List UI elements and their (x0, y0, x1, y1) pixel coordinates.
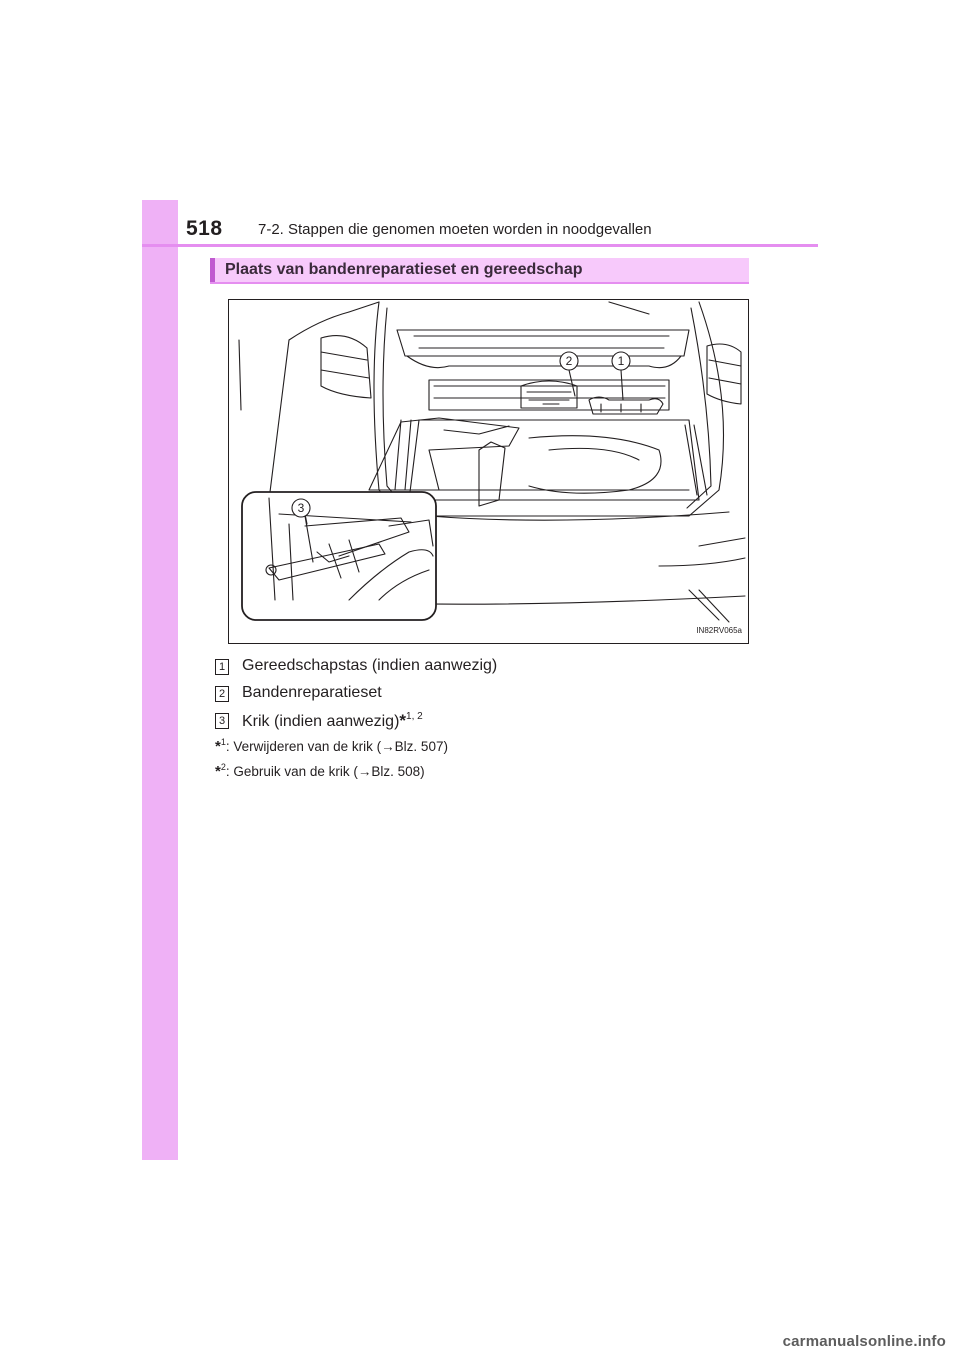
legend-jack-label: Krik (indien aanwezig) (242, 713, 400, 730)
legend-text: Bandenreparatieset (242, 684, 382, 701)
footnote-reference: 1, 2 (406, 711, 423, 722)
page-number: 518 (186, 217, 223, 240)
asterisk-mark: * (215, 763, 221, 780)
legend-number: 1 (215, 659, 229, 675)
figure-code: IN82RV065a (696, 626, 742, 635)
legend-text: Gereedschapstas (indien aanwezig) (242, 657, 498, 674)
chapter-title: 7-2. Stappen die genomen moeten worden in noodgevallen (258, 221, 652, 238)
footnote-1 (215, 737, 448, 755)
footnote-number: 2 (220, 762, 226, 772)
section-heading-accent (210, 258, 215, 282)
legend-number: 2 (215, 686, 229, 702)
section-heading (210, 258, 749, 284)
footnote-number: 1 (220, 737, 226, 747)
watermark: carmanualsonline.info (782, 1333, 946, 1350)
callout-1: 1 (617, 354, 625, 368)
asterisk-mark: * (399, 711, 407, 730)
section-heading-text: Plaats van bandenreparatieset en gereedschap (225, 261, 583, 278)
header-rule (142, 244, 818, 247)
legend-text (242, 711, 423, 731)
chapter-side-band (142, 200, 178, 1160)
footnote-2 (215, 762, 425, 780)
callout-2: 2 (565, 354, 573, 368)
callout-3: 3 (297, 501, 305, 515)
footnote-text[interactable]: : Verwijderen van de krik (→Blz. 507) (225, 739, 448, 754)
legend-number: 3 (215, 713, 229, 729)
asterisk-mark: * (215, 738, 221, 755)
cargo-area-drawing (229, 300, 748, 643)
footnote-text[interactable]: : Gebruik van de krik (→Blz. 508) (225, 764, 425, 779)
cargo-area-illustration (228, 299, 749, 644)
